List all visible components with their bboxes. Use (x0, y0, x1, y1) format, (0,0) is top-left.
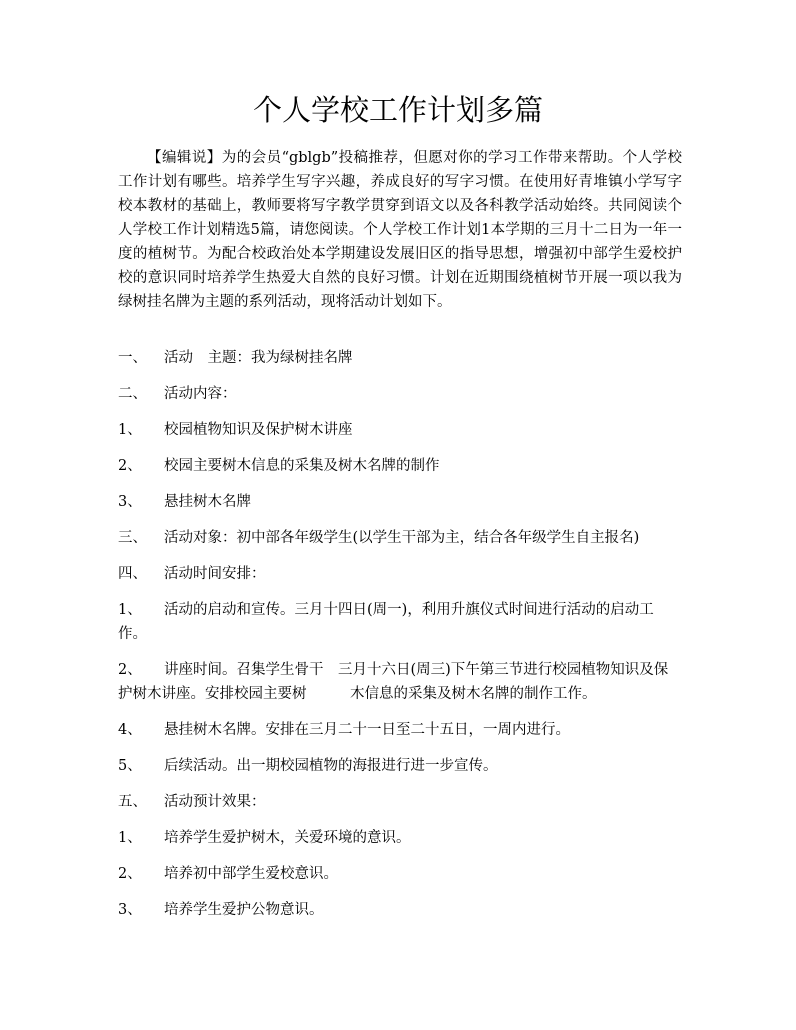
item-number: 1、 (118, 422, 142, 438)
intro-text: 为的会员“gblgb”投稿推荐，但愿对你的学习工作带来帮助。个人学校工作计划有哪些。培养学生写字兴趣，养成良好的写字习惯。在使用好青堆镇小学写字校本教材的基础上，教师要将写字教学贯穿到语文以及各科教学活动始终。共同阅读个人学校工作计划精选5篇，请您阅读。个人学校工作计划1本学期的三月十二日为一年一度的植树节。为配合校政治处本学期建设发展旧区的指导思想，增强初中部学生爱校护校的意识同时培养学生热爱大自然的良好习惯。计划在近期围绕植树节开展一项以我为绿树挂名牌为主题的系列活动，现将活动计划如下。 (118, 150, 683, 310)
item-text: 活动的启动和宣传。三月十四日(周一)，利用升旗仪式时间进行活动的启动工作。 (118, 602, 654, 642)
item-text: 活动预计效果： (164, 794, 266, 810)
item-number: 2、 (118, 458, 142, 474)
list-item (118, 418, 682, 442)
item-text: 校园植物知识及保护树木讲座 (164, 422, 353, 438)
item-number: 1、 (118, 602, 142, 618)
list-item (118, 526, 682, 550)
item-text: 悬挂树木名牌。安排在三月二十一日至二十五日，一周内进行。 (164, 722, 570, 738)
item-number: 4、 (118, 722, 142, 738)
list-item (118, 790, 682, 814)
plan-list (118, 346, 682, 934)
item-number: 一、 (118, 350, 147, 366)
item-number: 2、 (118, 662, 142, 678)
item-number: 1、 (118, 830, 142, 846)
list-item (118, 346, 682, 370)
list-item (118, 898, 682, 922)
item-number: 四、 (118, 566, 147, 582)
item-text: 活动对象：初中部各年级学生(以学生干部为主，结合各年级学生自主报名) (164, 530, 640, 546)
list-item (118, 658, 682, 706)
editor-note-label: 【编辑说】 (147, 150, 222, 166)
document-title: 个人学校工作计划多篇 (252, 93, 543, 127)
item-number: 5、 (118, 758, 142, 774)
item-number: 3、 (118, 494, 142, 510)
list-item (118, 826, 682, 850)
item-text: 培养学生爱护树木，关爱环境的意识。 (164, 830, 411, 846)
item-number: 五、 (118, 794, 147, 810)
item-text: 悬挂树木名牌 (164, 494, 251, 510)
item-text: 培养学生爱护公物意识。 (164, 902, 324, 918)
item-text: 后续活动。出一期校园植物的海报进行进一步宣传。 (164, 758, 498, 774)
item-text: 校园主要树木信息的采集及树木名牌的制作 (164, 458, 440, 474)
item-text: 活动 主题：我为绿树挂名牌 (164, 350, 353, 366)
item-number: 二、 (118, 386, 147, 402)
list-item (118, 718, 682, 742)
list-item (118, 754, 682, 778)
item-text: 讲座时间。召集学生骨干 三月十六日(周三)下午第三节进行校园植物知识及保护树木讲座。安排校园主要树 木信息的采集及树木名牌的制作工作。 (118, 662, 669, 702)
intro-paragraph (118, 146, 682, 314)
item-number: 2、 (118, 866, 142, 882)
item-text: 培养初中部学生爱校意识。 (164, 866, 338, 882)
list-item (118, 454, 682, 478)
item-text: 活动内容： (164, 386, 237, 402)
item-number: 3、 (118, 902, 142, 918)
list-item (118, 862, 682, 886)
item-number: 三、 (118, 530, 147, 546)
list-item (118, 562, 682, 586)
item-text: 活动时间安排： (164, 566, 266, 582)
list-item (118, 490, 682, 514)
list-item (118, 382, 682, 406)
list-item (118, 598, 682, 646)
